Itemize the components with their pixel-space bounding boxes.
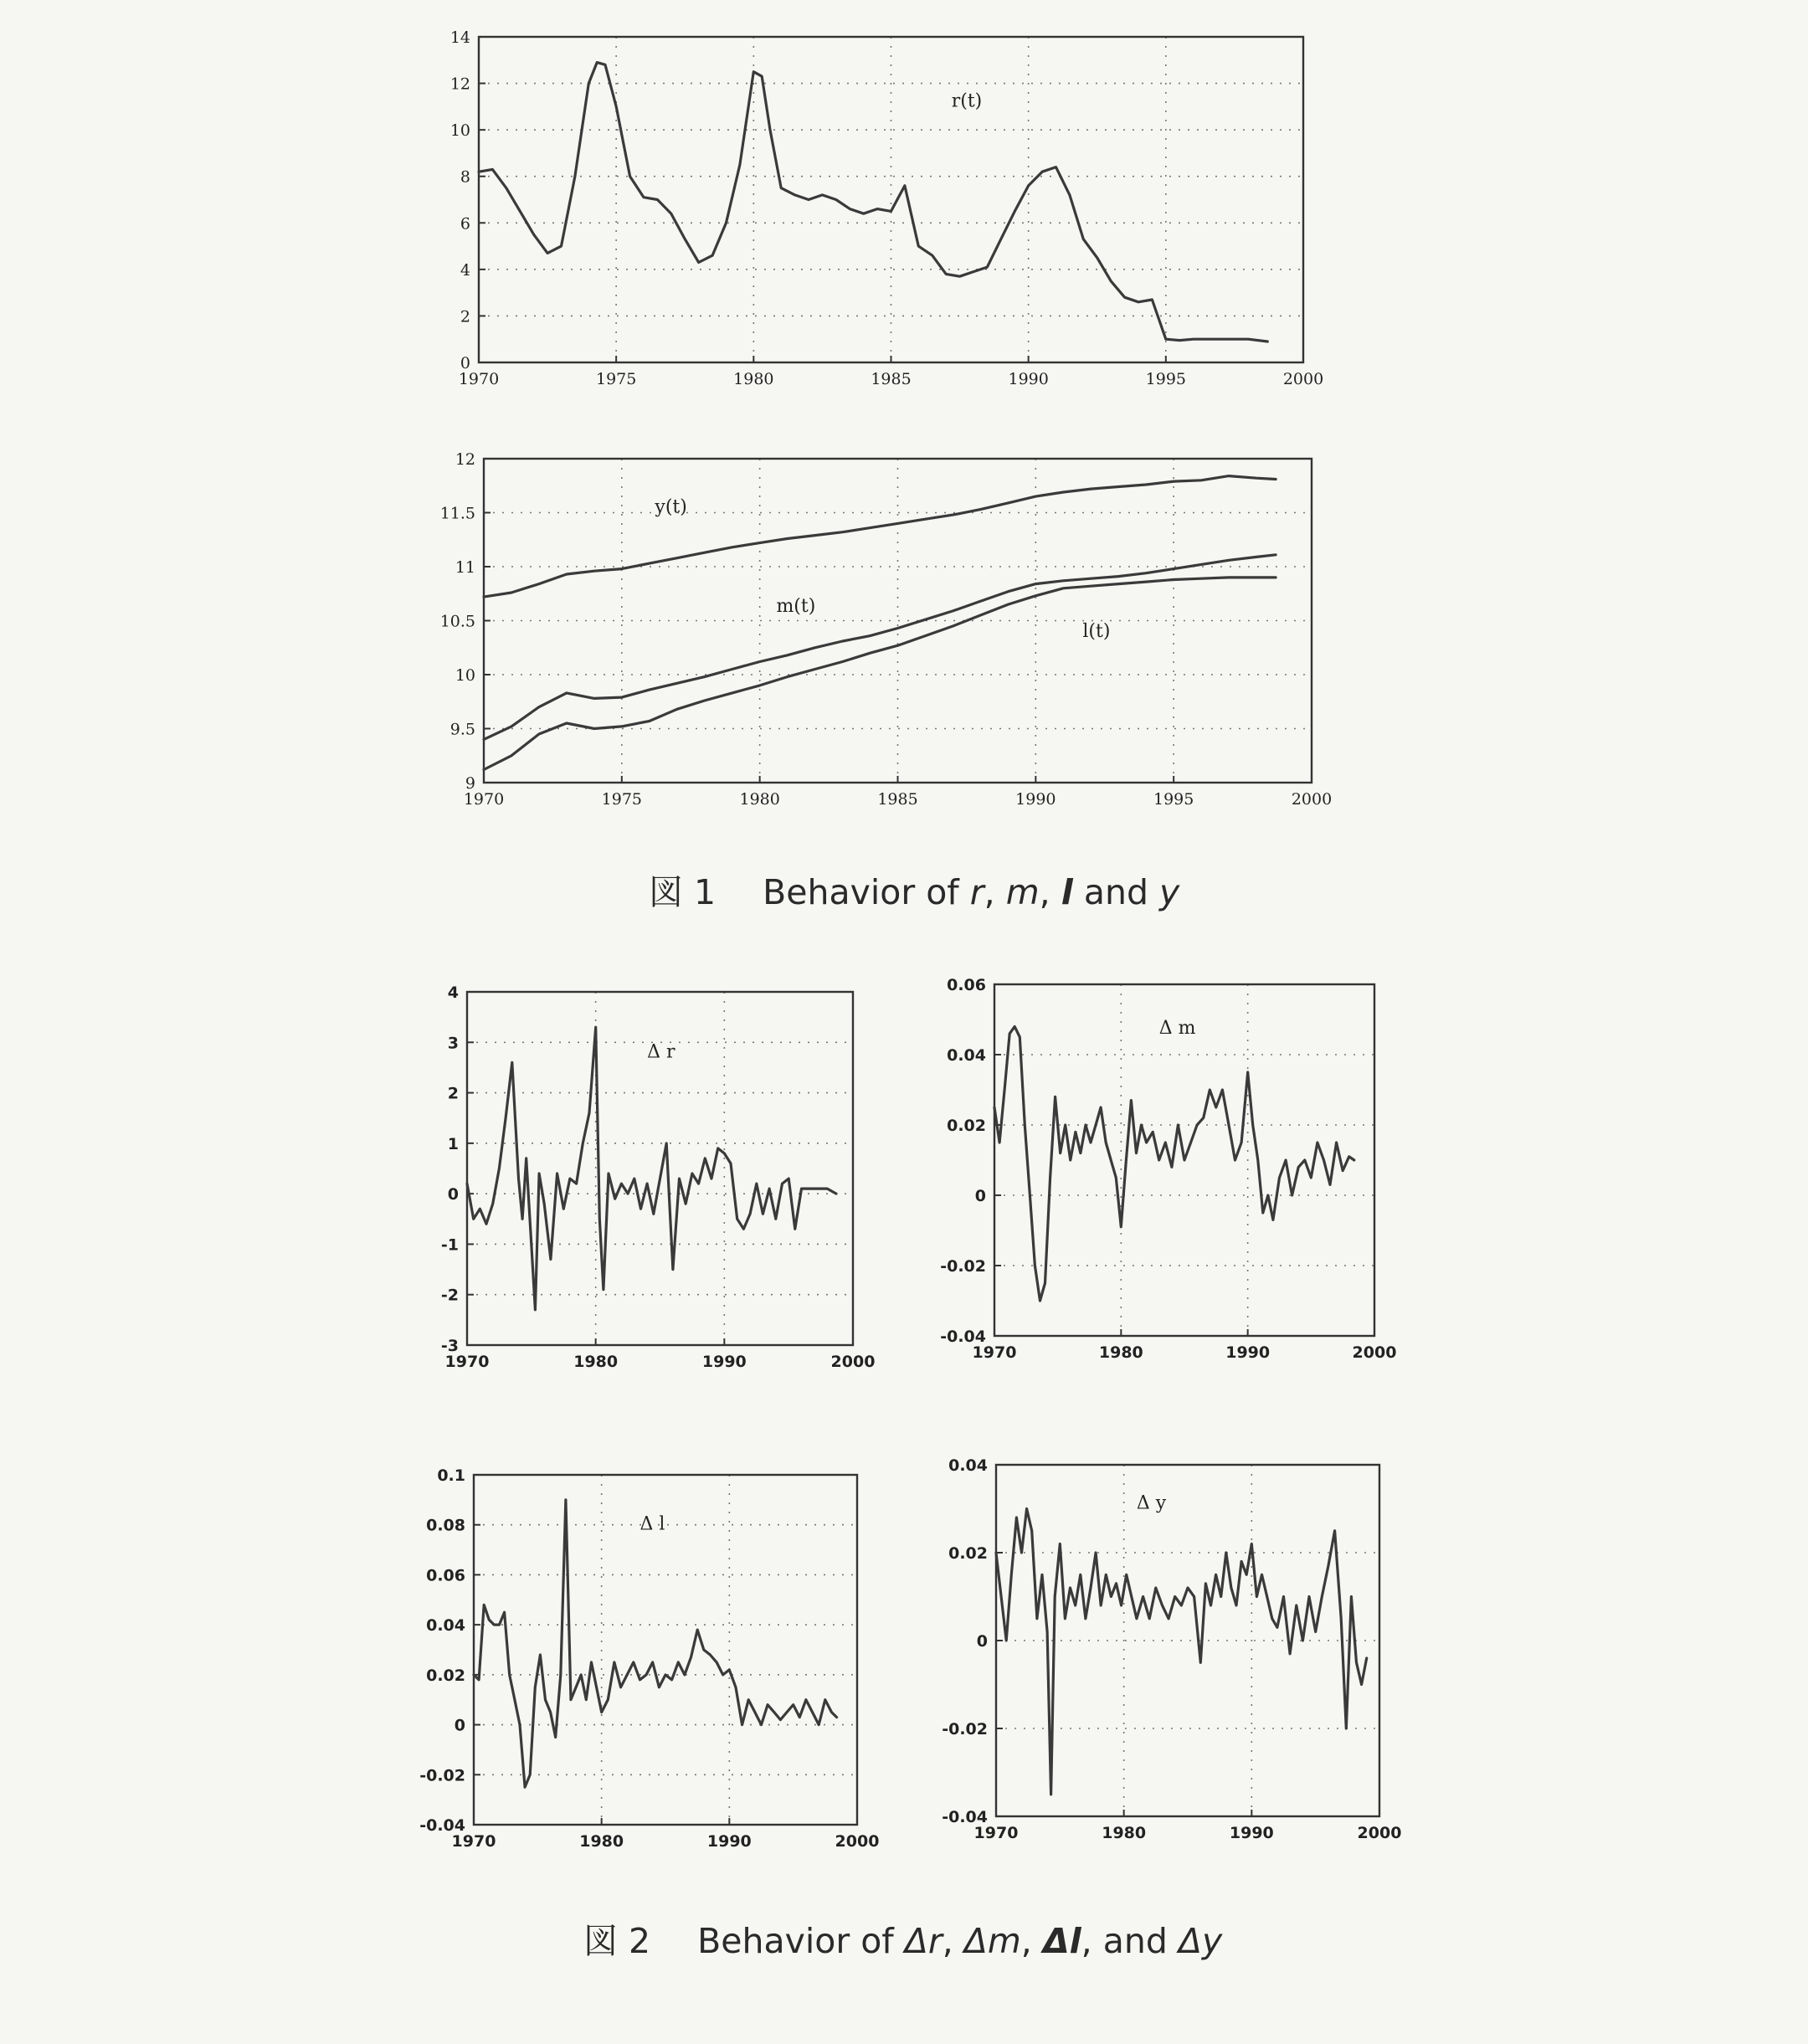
series-label: r(t) (951, 90, 983, 112)
series-label: Δ y (1136, 1492, 1167, 1514)
x-tick-label: 1980 (579, 1832, 624, 1851)
x-tick-label: 2000 (1352, 1343, 1397, 1362)
series-line-0 (996, 1509, 1367, 1795)
y-tick-label: 0.04 (947, 1046, 986, 1065)
series-label: m(t) (776, 596, 816, 618)
figure2-caption-and: and (1102, 1921, 1168, 1961)
y-tick-label: 0.02 (426, 1666, 465, 1685)
x-tick-label: 1975 (595, 370, 637, 388)
y-tick-label: -2 (440, 1286, 459, 1305)
figure1-var-m: m (1005, 872, 1040, 912)
x-tick-label: 1990 (1015, 790, 1056, 809)
figure2-number: 図 2 (583, 1921, 651, 1961)
y-tick-label: 0 (460, 354, 470, 372)
series-label: l(t) (1082, 620, 1111, 642)
y-tick-label: -0.04 (940, 1328, 986, 1346)
x-tick-label: 1990 (706, 1832, 752, 1851)
y-tick-label: 0 (447, 1185, 459, 1204)
y-tick-label: 9 (465, 774, 475, 793)
x-tick-label: 2000 (830, 1353, 876, 1371)
figure2-var-dr: Δr (904, 1921, 943, 1961)
x-tick-label: 1990 (1008, 370, 1049, 388)
series-line-0 (994, 1026, 1354, 1301)
x-tick-label: 1970 (458, 370, 500, 388)
figure2-var-dl: Δl (1042, 1921, 1081, 1961)
series-label: y(t) (655, 496, 687, 518)
figure1-caption-and: and (1083, 872, 1148, 912)
y-tick-label: 0.02 (948, 1544, 988, 1563)
x-tick-label: 1990 (701, 1353, 747, 1371)
y-tick-label: 12 (449, 74, 470, 94)
figure1-var-y: y (1159, 872, 1180, 912)
plot-frame (484, 459, 1312, 783)
x-tick-label: 1970 (972, 1343, 1017, 1362)
x-tick-label: 2000 (1282, 370, 1324, 388)
y-tick-label: 3 (447, 1034, 459, 1053)
y-tick-label: 10 (449, 121, 470, 141)
series-label: Δ l (639, 1513, 665, 1535)
x-tick-label: 1980 (1098, 1343, 1143, 1362)
y-tick-label: 0 (454, 1716, 465, 1735)
y-tick-label: 12 (455, 450, 475, 469)
y-tick-label: 0 (976, 1632, 988, 1651)
y-tick-label: -3 (440, 1337, 459, 1355)
figure2-caption-text: Behavior of (697, 1921, 894, 1961)
x-tick-label: 2000 (1357, 1824, 1402, 1842)
y-tick-label: 0.04 (426, 1616, 465, 1636)
x-tick-label: 1990 (1225, 1343, 1271, 1362)
y-tick-label: -0.04 (419, 1816, 465, 1835)
y-tick-label: 11.5 (439, 504, 475, 523)
figure1-caption-text: Behavior of (763, 872, 959, 912)
y-tick-label: 8 (460, 167, 470, 187)
y-tick-label: -1 (440, 1235, 459, 1255)
figure1-var-r: r (969, 872, 984, 912)
x-tick-label: 1975 (601, 790, 643, 809)
x-tick-label: 1990 (1229, 1824, 1274, 1842)
y-tick-label: 10.5 (439, 612, 475, 631)
series-line-0 (474, 1500, 837, 1787)
y-tick-label: 14 (449, 28, 470, 47)
series-line-0 (484, 476, 1276, 598)
series-label: Δ m (1158, 1017, 1196, 1039)
y-tick-label: 0.04 (948, 1456, 988, 1475)
y-tick-label: 6 (460, 214, 470, 234)
y-tick-label: 4 (460, 260, 470, 280)
y-tick-label: 0.06 (947, 976, 986, 994)
plot-frame (467, 992, 853, 1345)
x-tick-label: 1985 (877, 790, 918, 809)
y-tick-label: 1 (447, 1134, 459, 1153)
y-tick-label: 4 (447, 983, 459, 1002)
x-tick-label: 1980 (1102, 1824, 1147, 1842)
y-tick-label: -0.02 (419, 1766, 465, 1785)
series-line-2 (484, 578, 1276, 770)
figure1-var-l: l (1061, 872, 1073, 912)
plot-frame (996, 1465, 1379, 1816)
series-line-1 (484, 555, 1276, 740)
y-tick-label: 0.1 (437, 1466, 465, 1485)
plot-frame (474, 1475, 857, 1825)
y-tick-label: 9.5 (449, 720, 475, 739)
x-tick-label: 1970 (973, 1824, 1019, 1842)
y-tick-label: -0.02 (940, 1257, 986, 1276)
x-tick-label: 1980 (733, 370, 774, 388)
x-tick-label: 1970 (444, 1353, 490, 1371)
series-label: Δ r (647, 1041, 675, 1063)
x-tick-label: 2000 (1291, 790, 1333, 809)
plot-frame (479, 37, 1303, 362)
x-tick-label: 2000 (835, 1832, 880, 1851)
x-tick-label: 1985 (871, 370, 912, 388)
figure1-number: 図 1 (649, 872, 717, 912)
y-tick-label: 10 (455, 666, 475, 685)
y-tick-label: 0.02 (947, 1117, 986, 1135)
y-tick-label: 0.08 (426, 1516, 465, 1535)
figure2-caption: 図 2 Behavior of Δr, Δm, Δl, and Δy (583, 1921, 1223, 1961)
y-tick-label: 0 (974, 1187, 986, 1205)
x-tick-label: 1970 (463, 790, 505, 809)
figure2-var-dm: Δm (963, 1921, 1021, 1961)
x-tick-label: 1970 (451, 1832, 496, 1851)
y-tick-label: -0.04 (942, 1808, 988, 1826)
x-tick-label: 1995 (1153, 790, 1194, 809)
figure1-caption: 図 1 Behavior of r, m, l and y (649, 872, 1180, 912)
figure2-var-dy: Δy (1178, 1921, 1223, 1961)
series-line-0 (479, 63, 1267, 342)
y-tick-label: 2 (447, 1084, 459, 1103)
y-tick-label: 2 (460, 307, 470, 326)
y-tick-label: -0.02 (942, 1720, 988, 1738)
series-line-0 (467, 1027, 836, 1310)
x-tick-label: 1995 (1145, 370, 1187, 388)
plot-frame (994, 984, 1374, 1336)
y-tick-label: 0.06 (426, 1566, 465, 1585)
x-tick-label: 1980 (739, 790, 780, 809)
y-tick-label: 11 (455, 558, 475, 577)
x-tick-label: 1980 (573, 1353, 619, 1371)
